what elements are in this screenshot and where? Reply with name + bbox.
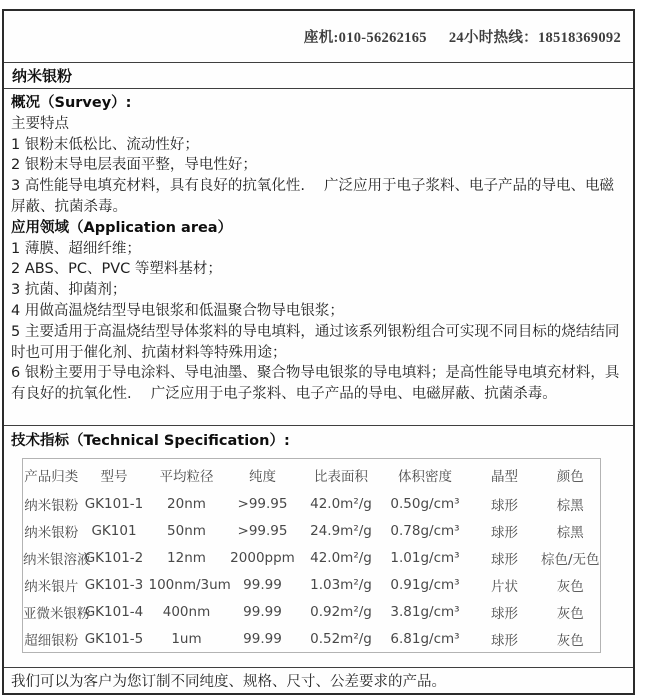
table-cell: 99.99 bbox=[243, 604, 282, 620]
application-point: 2 ABS、PC、PVC 等塑料基材； bbox=[11, 261, 222, 278]
technical-section bbox=[4, 426, 633, 668]
table-cell: GK101-2 bbox=[84, 550, 144, 566]
table-cell: 0.91g/cm³ bbox=[390, 577, 460, 593]
table-cell: GK101 bbox=[91, 523, 137, 539]
footer-note-bar bbox=[4, 668, 633, 693]
application-points bbox=[11, 239, 624, 405]
table-cell: 2000ppm bbox=[230, 550, 295, 566]
column-header: 颜色 bbox=[556, 468, 584, 485]
table-cell: 24.9m²/g bbox=[310, 523, 372, 539]
contact-header bbox=[4, 11, 633, 63]
table-cell: 片状 bbox=[491, 579, 518, 595]
application-point: 1 薄膜、超细纤维； bbox=[11, 240, 141, 257]
footer-note: 我们可以为客户为您订制不同纯度、规格、尺寸、公差要求的产品。 bbox=[11, 674, 446, 690]
table-cell: 3.81g/cm³ bbox=[390, 604, 460, 620]
landline-number: 座机:010-56262165 bbox=[303, 30, 427, 46]
technical-heading: 技术指标（Technical Specification）: bbox=[11, 433, 290, 449]
column-header: 产品归类 bbox=[24, 468, 79, 485]
table-row bbox=[23, 599, 601, 626]
table-cell: 12nm bbox=[167, 550, 206, 566]
table-cell: 20nm bbox=[167, 496, 206, 512]
survey-point: 1 银粉末低松比、流动性好； bbox=[11, 136, 199, 153]
table-cell: 0.50g/cm³ bbox=[390, 496, 460, 512]
table-cell: 棕黑 bbox=[556, 525, 584, 541]
table-cell: 42.0m²/g bbox=[310, 550, 372, 566]
table-cell: 灰色 bbox=[556, 579, 584, 595]
column-header: 体积密度 bbox=[398, 468, 452, 485]
application-point: 6 银粉主要用于导电涂料、导电油墨、聚合物导电银浆的导电填料；是高性能导电填充材料，具有良好的抗氧化性. 广泛应用于电子浆料、电子产品的导电、电磁屏蔽、抗菌杀毒。 bbox=[11, 365, 620, 403]
spec-header-row bbox=[23, 459, 601, 491]
table-cell: 99.99 bbox=[243, 630, 282, 647]
table-cell: 1.01g/cm³ bbox=[390, 550, 460, 566]
table-cell: 球形 bbox=[491, 498, 518, 514]
table-cell: 99.99 bbox=[243, 577, 282, 593]
table-cell: 超细银粉 bbox=[24, 632, 79, 649]
table-cell: 0.92m²/g bbox=[310, 604, 372, 620]
table-cell: 6.81g/cm³ bbox=[390, 630, 460, 647]
table-cell: 1.03m²/g bbox=[310, 577, 372, 593]
spec-table-body bbox=[23, 491, 601, 653]
spec-table bbox=[22, 458, 601, 653]
table-cell: 灰色 bbox=[556, 632, 584, 649]
table-cell: 纳米银片 bbox=[24, 579, 79, 595]
table-cell: 棕色/无色 bbox=[540, 552, 600, 568]
column-header: 平均粒径 bbox=[159, 468, 214, 485]
column-header: 型号 bbox=[100, 468, 128, 485]
table-cell: GK101-3 bbox=[84, 577, 144, 593]
table-cell: >99.95 bbox=[237, 496, 288, 512]
description-section bbox=[4, 89, 633, 426]
spec-table-head bbox=[23, 459, 601, 491]
table-row bbox=[23, 518, 601, 545]
table-row bbox=[23, 491, 601, 518]
table-cell: 亚微米银粉 bbox=[23, 606, 91, 622]
survey-heading: 概况（Survey）: bbox=[11, 95, 132, 111]
survey-subheading: 主要特点 bbox=[11, 115, 69, 132]
table-cell: 纳米银粉 bbox=[24, 498, 79, 514]
table-cell: 棕黑 bbox=[556, 498, 584, 514]
table-cell: 球形 bbox=[491, 525, 518, 541]
table-cell: 纳米银粉 bbox=[24, 525, 79, 541]
table-cell: GK101-5 bbox=[84, 630, 144, 647]
table-cell: 100nm/3um bbox=[148, 577, 231, 593]
survey-point: 2 银粉末导电层表面平整，导电性好； bbox=[11, 157, 257, 174]
column-header: 比表面积 bbox=[314, 468, 368, 485]
table-cell: 球形 bbox=[491, 606, 518, 622]
hotline-number: 24小时热线：18518369092 bbox=[448, 30, 621, 46]
table-row bbox=[23, 572, 601, 599]
product-datasheet-page bbox=[2, 9, 635, 695]
table-cell: GK101-1 bbox=[84, 496, 144, 512]
table-cell: 0.78g/cm³ bbox=[390, 523, 460, 539]
table-cell: 灰色 bbox=[556, 606, 584, 622]
table-cell: 1um bbox=[171, 630, 202, 647]
survey-points bbox=[11, 135, 624, 218]
table-cell: 球形 bbox=[491, 632, 518, 649]
page-title: 纳米银粉 bbox=[12, 67, 73, 85]
application-heading: 应用领域（Application area） bbox=[11, 219, 233, 236]
table-cell: GK101-4 bbox=[84, 604, 144, 620]
product-title-bar bbox=[4, 63, 633, 89]
application-point: 4 用做高温烧结型导电银浆和低温聚合物导电银浆； bbox=[11, 302, 344, 319]
table-cell: 400nm bbox=[162, 604, 211, 620]
table-row bbox=[23, 545, 601, 572]
table-row bbox=[23, 626, 601, 653]
application-point: 5 主要适用于高温烧结型导体浆料的导电填料，通过该系列银粉组合可实现不同目标的烧结结同时也可用于催化剂、抗菌材料等特殊用途； bbox=[11, 323, 620, 361]
table-cell: 50nm bbox=[167, 523, 206, 539]
application-point: 3 抗菌、抑菌剂； bbox=[11, 282, 127, 299]
table-cell: >99.95 bbox=[237, 523, 288, 539]
survey-point: 3 高性能导电填充材料，具有良好的抗氧化性. 广泛应用于电子浆料、电子产品的导电、电磁屏蔽、抗菌杀毒。 bbox=[11, 178, 615, 215]
table-cell: 球形 bbox=[491, 552, 518, 568]
table-cell: 纳米银溶液 bbox=[23, 552, 91, 568]
column-header: 纯度 bbox=[249, 468, 276, 485]
column-header: 晶型 bbox=[491, 468, 518, 485]
table-cell: 42.0m²/g bbox=[310, 496, 372, 512]
table-cell: 0.52m²/g bbox=[310, 630, 372, 647]
